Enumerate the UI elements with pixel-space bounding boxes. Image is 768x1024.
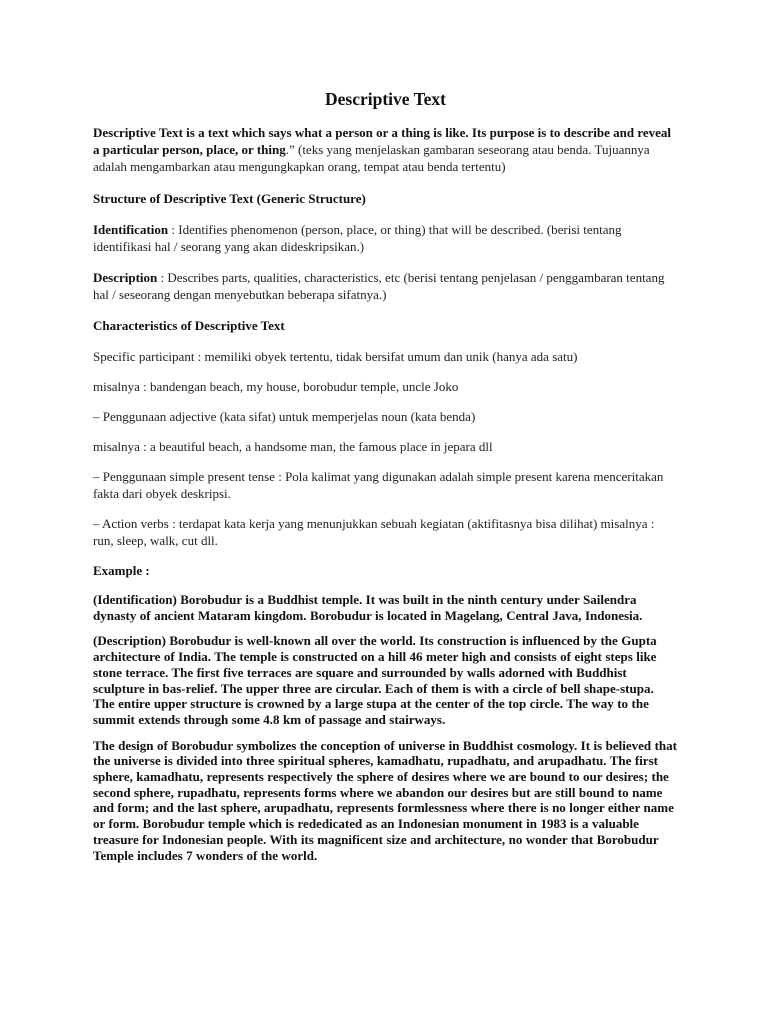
document-title: Descriptive Text xyxy=(324,89,447,109)
document-page xyxy=(93,88,678,873)
intro-rest-text: .” (teks yang menjelaskan gambaran seseorang atau benda. Tujuannya adalah mengambarkan atau mengungkapkan orang, tempat atau benda tertentu) xyxy=(93,142,650,174)
example-identification-paragraph: (Identification) Borobudur is a Buddhist temple. It was built in the ninth century under Sailendra dynasty of ancient Mataram kingdom. Borobudur is located in Magelang, Central Java, Indonesia. xyxy=(93,592,643,623)
example-design-paragraph: The design of Borobudur symbolizes the conception of universe in Buddhist cosmology. It is believed that the universe is divided into three spiritual spheres, kamadhatu, rupadhatu, and arupadhatu. The first sphere, kamadhatu, represents respectively the sphere of desires where we are bound to our desires; the second sphere, rupadhatu, represents forms where we abandon our desires but are still bound to name and form; and the last sphere, arupadhatu, represents formlessness where there is no longer either name or form. Borobudur temple which is rededicated as an Indonesian monument in 1983 is a valuable treasure for Indonesian people. With its magnificent size and architecture, no wonder that Borobudur Temple includes 7 wonders of the world. xyxy=(93,737,677,863)
characteristic-item: – Action verbs : terdapat kata kerja yang menunjukkan sebuah kegiatan (aktifitasnya bisa dilihat) misalnya : run, sleep, walk, cut dll. xyxy=(93,516,655,548)
characteristic-item: Specific participant : memiliki obyek tertentu, tidak bersifat umum dan unik (hanya ada satu) xyxy=(93,349,578,364)
intro-paragraph xyxy=(93,124,678,175)
intro-bold-text: Descriptive Text is a text which says what a person or a thing is like. Its purpose is to describe and reveal a particular person, place, or thing xyxy=(93,125,672,157)
identification-text: : Identifies phenomenon (person, place, or thing) that will be described. (berisi tentang identifikasi hal / seorang yang akan dideskripsikan.) xyxy=(93,222,622,254)
description-paragraph xyxy=(93,269,678,303)
structure-heading: Structure of Descriptive Text (Generic Structure) xyxy=(93,191,366,206)
characteristics-heading: Characteristics of Descriptive Text xyxy=(93,318,285,333)
characteristic-item: – Penggunaan adjective (kata sifat) untuk memperjelas noun (kata benda) xyxy=(93,409,476,424)
characteristic-item: – Penggunaan simple present tense : Pola kalimat yang digunakan adalah simple present karena menceritakan fakta dari obyek deskripsi. xyxy=(93,469,664,501)
characteristic-item: misalnya : a beautiful beach, a handsome man, the famous place in jepara dll xyxy=(93,439,493,454)
characteristic-item: misalnya : bandengan beach, my house, borobudur temple, uncle Joko xyxy=(93,379,459,394)
identification-paragraph xyxy=(93,221,678,255)
example-label: Example : xyxy=(93,563,150,578)
description-text: : Describes parts, qualities, characteristics, etc (berisi tentang penjelasan / penggambaran tentang hal / seseorang dengan menyebutkan beberapa sifatnya.) xyxy=(93,270,665,302)
identification-term: Identification xyxy=(93,222,169,237)
description-term: Description xyxy=(93,270,158,285)
example-description-paragraph: (Description) Borobudur is well-known all over the world. Its construction is influenced by the Gupta architecture of India. The temple is constructed on a hill 46 meter high and consists of eight steps like stone terrace. The first five terraces are square and surrounded by walls adorned with Buddhist sculpture in bas-relief. The upper three are circular. Each of them is with a circle of bell shape-stupa. The entire upper structure is crowned by a large stupa at the center of the top circle. The way to the summit extends through some 4.8 km of passage and stairways. xyxy=(93,633,657,727)
